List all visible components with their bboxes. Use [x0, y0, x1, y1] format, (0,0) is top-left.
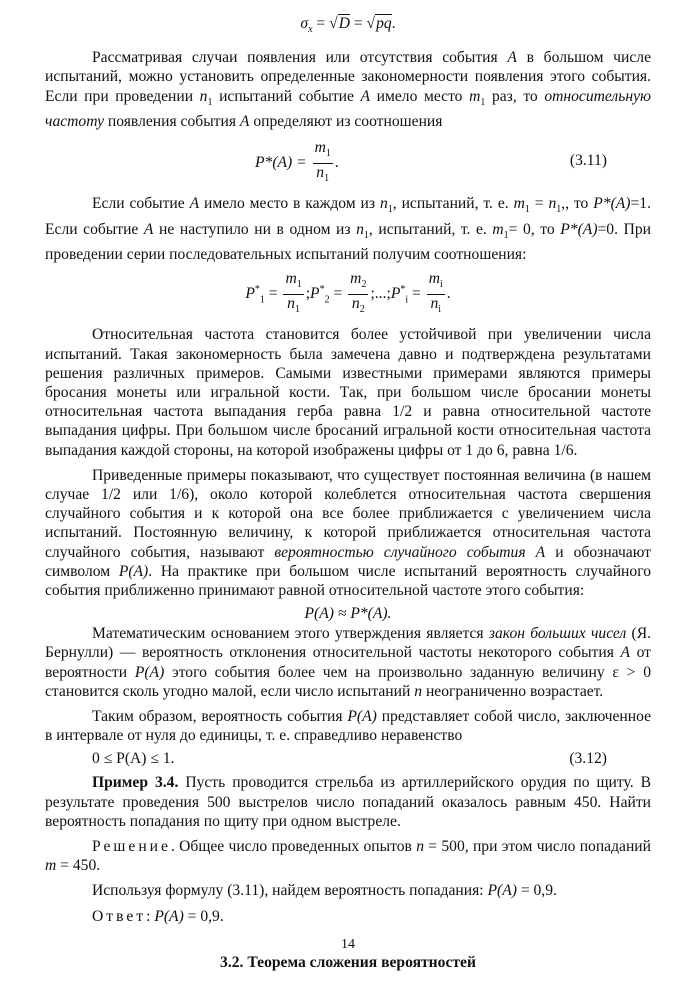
text: . Общее число проведенных опытов — [170, 837, 417, 855]
sub-1: 1 — [524, 204, 530, 216]
sub-1: 1 — [363, 229, 369, 241]
text: не наступило ни в одном из — [153, 220, 357, 238]
star: * — [319, 284, 325, 296]
fraction — [313, 139, 333, 188]
paragraph-stability: Относительная частота становится более устойчивой при увеличении числа испытаний. Такая закономерность была замечена давно и подтверждена результатами решения различных примеров. Самыми известными примерами являются примеры бросания монеты или игральной кости. Так, при большом числе бросании монеты относительная частота выпадания герба равна 1/2 и равна относительной частоте выпадания цифры. При большом числе бросаний игральной кости относительная частота выпадания каждой стороны, на которой изображены цифры от 1 до 6, равна 1/6. — [45, 326, 651, 459]
text: в большом числе испытаний, можно установить определенные закономерности появления этого события. Если при проведении — [45, 49, 651, 105]
sub: i — [405, 294, 409, 306]
paragraph-bounds — [45, 707, 651, 745]
var-pa: P(A) — [347, 707, 377, 725]
sub-1: 1 — [324, 173, 330, 185]
formula-3-11 — [45, 139, 651, 188]
sub-1: 1 — [325, 148, 331, 160]
var-pa: P(A) — [487, 882, 517, 900]
text: , испытаний, т. е. — [368, 220, 493, 238]
var-pa: P(A) — [134, 663, 165, 681]
numerator: m — [314, 139, 326, 157]
period: . — [446, 285, 451, 303]
var-n: n — [548, 195, 557, 213]
var-a: A — [189, 195, 200, 213]
text: ,, то — [561, 195, 594, 213]
var-p-star: P*(A) — [593, 195, 631, 213]
text: раз, то — [485, 87, 545, 105]
text: неограниченно возрастает. — [422, 682, 604, 700]
var-p: P — [390, 285, 401, 303]
sub: i — [438, 304, 442, 316]
paragraph-extreme-cases — [45, 194, 651, 264]
paragraph-relative-frequency-intro — [45, 48, 651, 131]
fraction — [283, 270, 303, 319]
text: Математическим основанием этого утверждения является — [92, 625, 489, 643]
paragraph-probability-definition — [45, 466, 651, 600]
denominator: n — [351, 295, 360, 313]
text: представляет собой число, заключенное в интервале от нуля до единицы, т. е. справедливо неравенство — [45, 707, 651, 745]
emphasis-relative-frequency: относительную частоту — [45, 87, 651, 130]
eq-sqrt2: = √ — [349, 15, 376, 32]
paragraph-example — [45, 773, 651, 831]
sub-x: x — [308, 24, 313, 36]
text: = 0, то — [508, 220, 561, 238]
page-content — [45, 14, 651, 972]
text: : — [146, 907, 155, 925]
section-heading: 3.2. Теорема сложения вероятностей — [220, 953, 476, 971]
text: от вероятности — [45, 644, 651, 681]
sep: ; — [305, 285, 311, 303]
var-a: A — [143, 220, 154, 238]
text: имело место — [370, 87, 470, 105]
answer-label: Ответ — [92, 907, 147, 925]
period: . — [334, 154, 339, 172]
var-a: A — [507, 49, 517, 67]
var-a: A — [360, 87, 371, 105]
equation-number: (3.11) — [569, 152, 607, 170]
paragraph-answer — [45, 907, 651, 926]
text: = 0,9. — [183, 907, 224, 925]
formula-series — [45, 270, 651, 319]
var-n: n — [416, 837, 424, 855]
var-n: n — [199, 87, 208, 105]
text: = 0,9. — [516, 882, 557, 900]
var-m: m — [513, 195, 525, 213]
numerator: m — [428, 270, 440, 288]
numerator: m — [350, 270, 362, 288]
text: Таким образом, вероятность события — [92, 707, 348, 725]
sub-1: 1 — [556, 204, 562, 216]
text: появления события — [104, 112, 240, 130]
emphasis-probability: вероятностью случайного события A — [274, 543, 546, 561]
eq: = — [264, 285, 282, 303]
text: =0. При проведении серии последовательных испытаний получим соотношения: — [45, 220, 651, 263]
example-label: Пример 3.4. — [92, 774, 179, 792]
var-a: A — [239, 112, 250, 130]
var-n: n — [414, 682, 423, 700]
text: = 450. — [56, 857, 101, 875]
text: = — [529, 195, 549, 213]
sub: i — [439, 279, 443, 291]
sub-1: 1 — [480, 96, 486, 108]
paragraph-using-formula — [45, 881, 651, 900]
text: и обозначают символом — [45, 543, 651, 580]
text: имело место в каждом из — [199, 195, 380, 213]
text: Используя формулу (3.11), найдем вероятность попадания: — [92, 882, 488, 900]
text: Приведенные примеры показывают, что существует постоянная величина (в нашем случае 1/2 или 1/6), около которой колеблется относительная частота свершения случайного события и к которой она все более приближается с увеличением числа испытаний. Постоянную величину, к которой приближается относительная частота случайного события, называют — [45, 466, 651, 561]
page-number: 14 — [341, 937, 355, 952]
sub: 2 — [359, 304, 365, 316]
text: , испытаний, т. е. — [392, 195, 514, 213]
var-m: m — [469, 87, 481, 105]
formula-sigma — [45, 14, 651, 40]
inequality: 0 ≤ P(A) ≤ 1. — [92, 750, 175, 768]
denominator: n — [430, 295, 439, 313]
var-pq: pq — [376, 15, 392, 32]
sub: 1 — [259, 294, 265, 306]
sep: ;...; — [370, 285, 391, 303]
paragraph-solution — [45, 837, 651, 875]
emphasis-law: закон больших чисел — [488, 625, 627, 643]
approx-text: P(A) ≈ P*(A). — [304, 605, 392, 623]
sub-1: 1 — [207, 96, 213, 108]
sigma-symbol: σ — [300, 15, 309, 32]
var-p: P — [310, 285, 320, 303]
text: определяют из соотношения — [249, 112, 443, 130]
var-p-star: P*(A) — [560, 220, 598, 238]
var-pa: P(A) — [118, 562, 149, 580]
formula-approx — [45, 604, 651, 624]
lhs: P*(A) = — [255, 154, 311, 172]
text: испытаний событие — [212, 87, 361, 105]
paragraph-law-of-large-numbers — [45, 624, 651, 701]
text: (Я. Бернулли) — вероятность отклонения относительной частоты некоторого события — [45, 625, 652, 662]
eq: = — [408, 285, 425, 303]
denominator: n — [287, 295, 295, 313]
sub: 1 — [294, 304, 300, 316]
var-pa: P(A) — [154, 907, 184, 925]
text: =1. Если событие — [45, 195, 651, 238]
sub-1: 1 — [503, 229, 509, 241]
fraction — [348, 270, 368, 319]
var-n: n — [379, 195, 388, 213]
star: * — [254, 284, 260, 296]
text: = 500, при этом число попаданий — [423, 837, 651, 855]
sub: 2 — [361, 279, 367, 291]
var-m: m — [492, 220, 504, 238]
eq: = — [329, 285, 347, 303]
star: * — [400, 284, 406, 296]
sub: 1 — [296, 279, 302, 291]
fraction — [427, 270, 445, 319]
sub: 2 — [324, 294, 330, 306]
var-a: A — [620, 644, 630, 662]
var-m: m — [45, 857, 57, 875]
formula-3-12 — [45, 749, 651, 769]
numerator: m — [285, 270, 297, 288]
var-d: D — [338, 15, 350, 32]
text: Пусть проводится стрельба из артиллерийского орудия по щиту. В результате проведения 500 выстрелов число попаданий оказалось равным 450. Найти вероятность попадания по щиту при одном выстреле. — [45, 774, 651, 830]
sub-1: 1 — [387, 204, 393, 216]
denominator: n — [316, 164, 325, 182]
solution-label: Решение — [92, 837, 171, 855]
text: . На практике при большом числе испытаний вероятность случайного события приближенно принимают равной относительной частоте этого события: — [45, 562, 651, 599]
var-p: P — [245, 285, 255, 303]
text: этого события более чем на произвольно заданную величину ε > 0 становится сколь угодно малой, если число испытаний — [45, 663, 651, 700]
equation-number: (3.12) — [569, 750, 607, 768]
text: Если событие — [92, 195, 190, 213]
text: Рассматривая случаи появления или отсутствия события — [92, 49, 508, 67]
eq-sqrt1: = √ — [312, 15, 338, 32]
period: . — [391, 15, 396, 32]
var-n: n — [356, 220, 364, 238]
